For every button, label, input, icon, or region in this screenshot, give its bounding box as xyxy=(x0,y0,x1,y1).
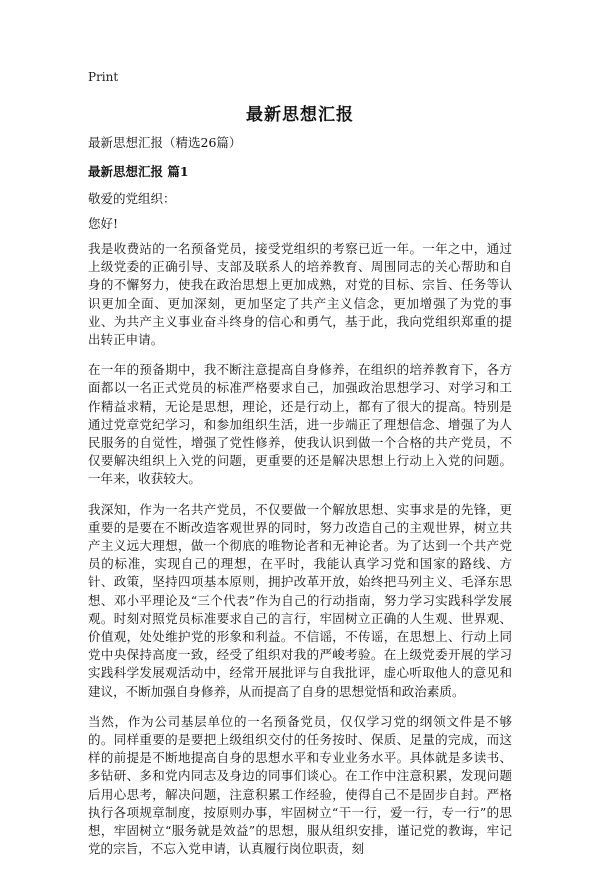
section-heading: 最新思想汇报 篇1 xyxy=(88,164,189,179)
paragraph-4: 当然，作为公司基层单位的一名预备党员，仅仅学习党的纲领文件是不够的。同样重要的是要把上级组织交付的任务按时、保质、足量的完成，而这样的前提是不断地提高自身的思想水平和专业业务水平。具体就是多读书、多钻研、多和党内同志及身边的同事们谈心。在工作中注意积累，发现问题后用心思考，解决问题，注意积累工作经验，使得自己不是固步自封。严格执行各项规章制度，按原则办事，牢固树立“干一行，爱一行，专一行”的思想，牢固树立“服务就是效益”的思想，服从组织安排，谨记党的教诲，牢记党的宗旨，不忘入党申请，认真履行岗位职责，刻 xyxy=(88,713,512,857)
print-label[interactable]: Print xyxy=(88,70,119,84)
page-title: 最新思想汇报 xyxy=(246,105,354,125)
paragraph-2: 在一年的预备期中，我不断注意提高自身修养，在组织的培养教育下，各方面都以一名正式党员的标准严格要求自己，加强政治思想学习、对学习和工作精益求精，无论是思想，理论，还是行动上，都有了很大的提高。特别是通过党章党纪学习，和参加组织生活，进一步端正了理想信念、增强了为人民服务的自觉性，增强了党性修养，使我认识到做一个合格的共产党员，不仅要解决组织上入党的问题，更重要的还是解决思想上行动上入党的问题。一年来，收获较大。 xyxy=(88,362,512,487)
salutation: 敬爱的党组织： xyxy=(88,191,176,206)
paragraph-1: 我是收费站的一名预备党员，接受党组织的考察已近一年。一年之中，通过上级党委的正确引导、支部及联系人的培养教育、周围同志的关心帮助和自身的不懈努力，使我在政治思想上更加成熟，对党的目标、宗旨、任务等认识更加全面、更加深刻，更加坚定了共产主义信念，更加增强了为党的事业、为共产主义事业奋斗终身的信心和勇气，基于此，我向党组织郑重的提出转正申请。 xyxy=(88,241,512,348)
greeting: 您好! xyxy=(88,216,119,231)
paragraph-3: 我深知，作为一名共产党员，不仅要做一个解放思想、实事求是的先锋，更重要的是要在不断改造客观世界的同时，努力改造自己的主观世界，树立共产主义远大理想，做一个彻底的唯物论者和无神论者。为了达到一个共产党员的标准，实现自己的理想，在平时，我能认真学习党和国家的路线、方针、政策，坚持四项基本原则，拥护改革开放，始终把马列主义、毛泽东思想、邓小平理论及“三个代表”作为自己的行动指南，努力学习实践科学发展观。时刻对照党员标准要求自己的言行，牢固树立正确的人生观、世界观、价值观，处处维护党的形象和利益。不信谣，不传谣，在思想上、行动上同党中央保持高度一致，经受了组织对我的严峻考验。在上级党委开展的学习实践科学发展观活动中，经常开展批评与自我批评，虚心听取他人的意见和建议，不断加强自身修养，从而提高了自身的思想觉悟和政治素质。 xyxy=(88,501,512,699)
document-subtitle: 最新思想汇报（精选26篇） xyxy=(88,135,242,150)
